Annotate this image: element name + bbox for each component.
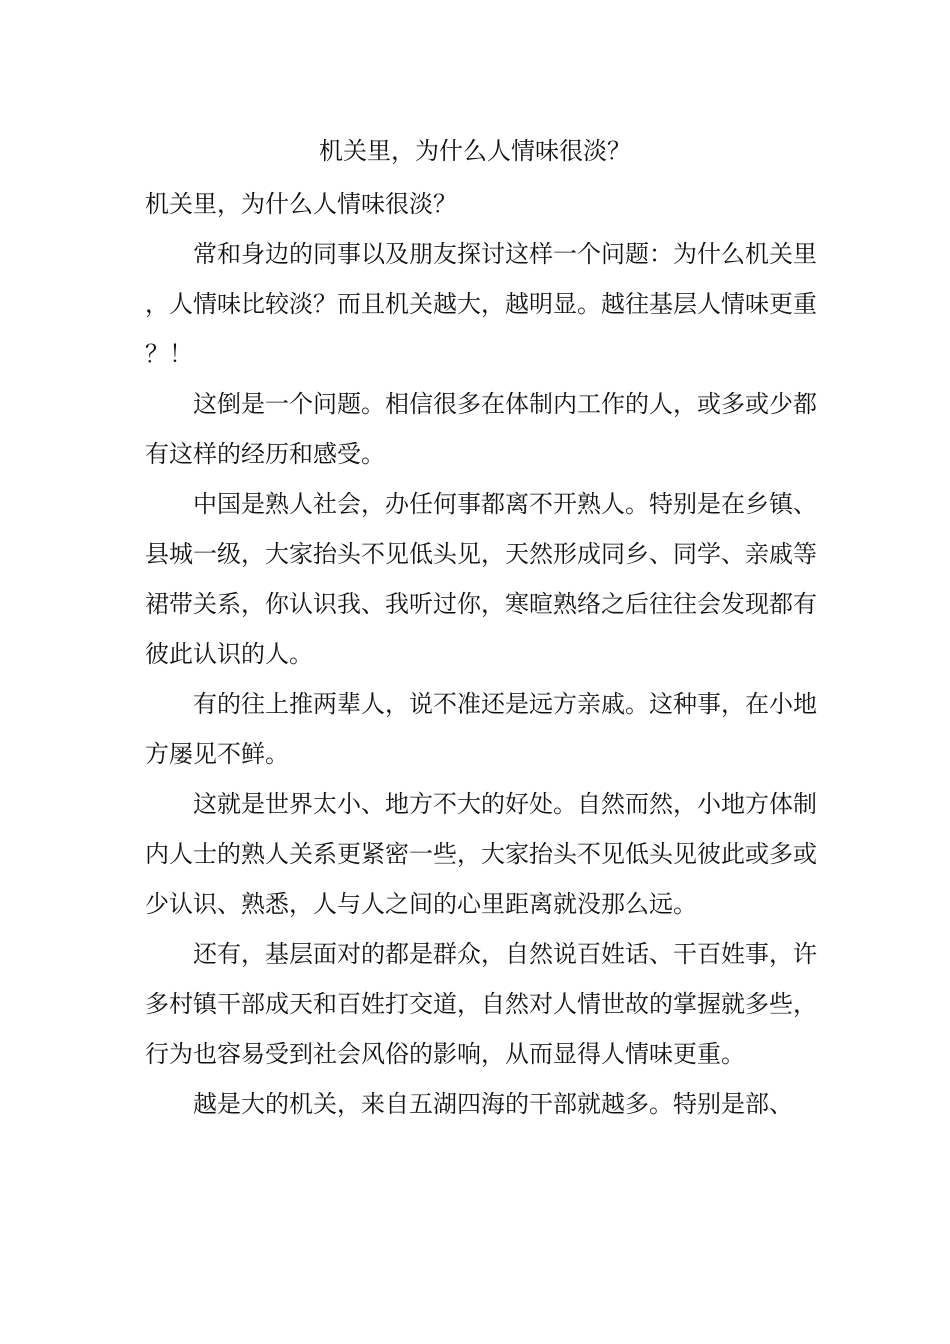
document-body (145, 179, 825, 1129)
paragraph: 这倒是一个问题。相信很多在体制内工作的人，或多或少都有这样的经历和感受。 (145, 390, 817, 468)
paragraph: 这就是世界太小、地方不大的好处。自然而然，小地方体制内人士的熟人关系更紧密一些，大家抬头不见低头见彼此或多或少认识、熟悉，人与人之间的心里距离就没那么远。 (145, 790, 817, 918)
paragraph-subtitle: 机关里，为什么人情味很淡？ (145, 190, 457, 218)
paragraph: 中国是熟人社会，办任何事都离不开熟人。特别是在乡镇、县城一级，大家抬头不见低头见，天然形成同乡、同学、亲戚等裙带关系，你认识我、我听过你，寒暄熟络之后往往会发现都有彼此认识的人。 (145, 490, 817, 668)
document-title: 机关里，为什么人情味很淡？ (319, 137, 631, 165)
paragraph: 常和身边的同事以及朋友探讨这样一个问题：为什么机关里，人情味比较淡？而且机关越大，越明显。越往基层人情味更重？！ (145, 240, 817, 368)
paragraph: 有的往上推两辈人，说不准还是远方亲戚。这种事，在小地方屡见不鲜。 (145, 690, 817, 768)
paragraph: 还有，基层面对的都是群众，自然说百姓话、干百姓事，许多村镇干部成天和百姓打交道，自然对人情世故的掌握就多些，行为也容易受到社会风俗的影响，从而显得人情味更重。 (145, 940, 817, 1068)
paragraph: 越是大的机关，来自五湖四海的干部就越多。特别是部、 (193, 1090, 793, 1118)
